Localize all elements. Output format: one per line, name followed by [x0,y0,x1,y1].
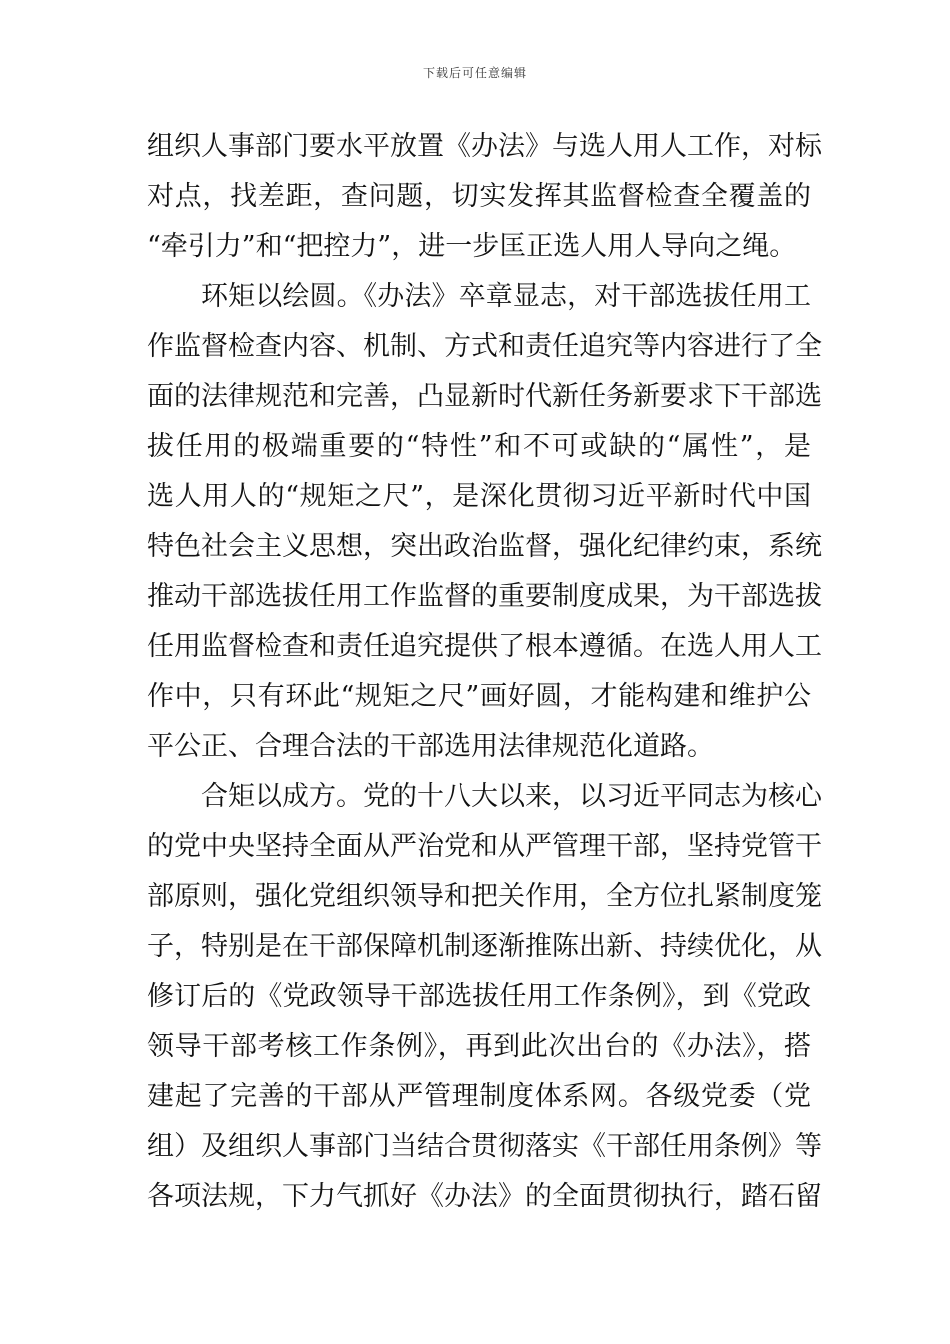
text-line: 领导干部考核工作条例》，再到此次出台的《办法》，搭 [147,1031,811,1062]
text-line: 作监督检查内容、机制、方式和责任追究等内容进行了全 [147,331,822,362]
text-line: 特色社会主义思想，突出政治监督，强化纪律约束，系统 [147,531,822,562]
text-line: 环矩以绘圆。《办法》卒章显志，对干部选拔任用工 [201,281,811,312]
paragraph [147,122,822,272]
text-line: 拔任用的极端重要的“特性”和不可或缺的“属性”，是 [147,431,811,462]
text-line: 面的法律规范和完善，凸显新时代新任务新要求下干部选 [147,381,822,412]
paragraph [147,772,822,1222]
text-line: 子，特别是在干部保障机制逐渐推陈出新、持续优化，从 [147,931,822,962]
text-line: 各项法规，下力气抓好《办法》的全面贯彻执行，踏石留 [147,1181,822,1212]
page-header: 下载后可任意编辑 [422,66,527,80]
text-line: “牵引力”和“把控力”，进一步匡正选人用人导向之绳。 [147,231,797,262]
text-line: 作中，只有环此“规矩之尺”画好圆，才能构建和维护公 [147,681,811,712]
text-line: 对点，找差距，查问题，切实发挥其监督检查全覆盖的 [147,181,811,212]
text-line: 选人用人的“规矩之尺”，是深化贯彻习近平新时代中国 [147,481,811,512]
document-body [147,122,822,1222]
text-line: 部原则，强化党组织领导和把关作用，全方位扎紧制度笼 [147,881,822,912]
text-line: 平公正、合理合法的干部选用法律规范化道路。 [147,731,714,762]
text-line: 合矩以成方。党的十八大以来，以习近平同志为核心 [201,781,822,812]
paragraph [147,272,822,772]
text-line: 建起了完善的干部从严管理制度体系网。各级党委（党 [147,1081,811,1112]
text-line: 组）及组织人事部门当结合贯彻落实《干部任用条例》等 [147,1131,822,1162]
text-line: 推动干部选拔任用工作监督的重要制度成果，为干部选拔 [147,581,822,612]
text-line: 任用监督检查和责任追究提供了根本遵循。在选人用人工 [147,631,822,662]
text-line: 组织人事部门要水平放置《办法》与选人用人工作，对标 [147,131,822,162]
text-line: 的党中央坚持全面从严治党和从严管理干部，坚持党管干 [147,831,822,862]
text-line: 修订后的《党政领导干部选拔任用工作条例》，到《党政 [147,981,811,1012]
